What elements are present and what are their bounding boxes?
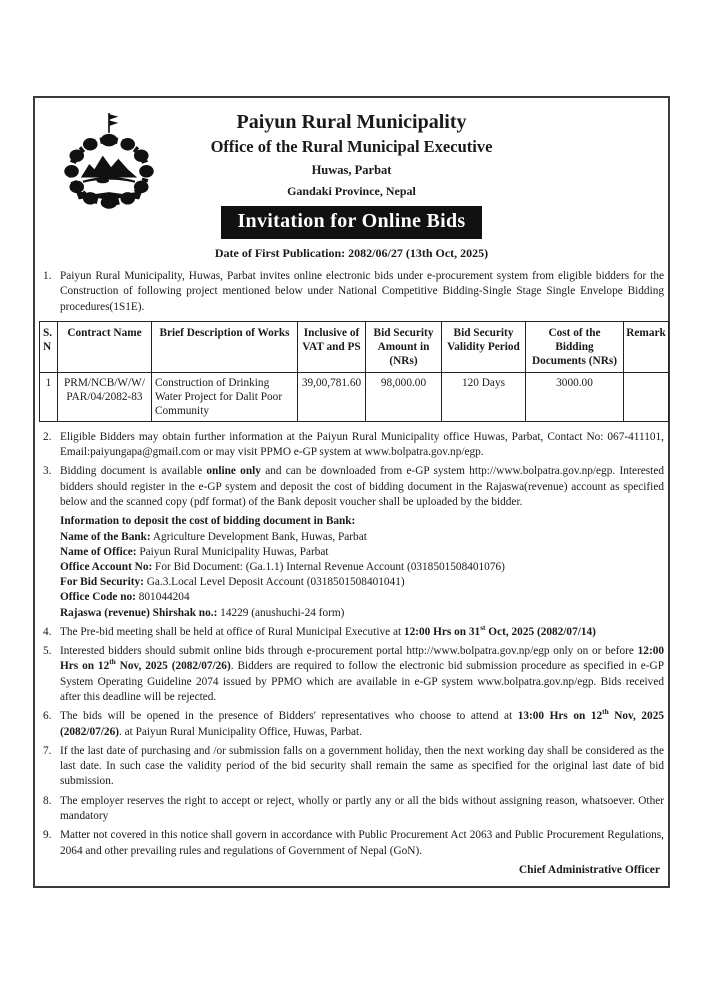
notice-item-2 [39,430,664,461]
office-name-line [60,545,664,559]
item-number: 5. [43,645,52,658]
office-name: Office of the Rural Municipal Executive [210,137,493,156]
office-code-line [60,590,664,604]
cell-bid-security-amount: 98,000.00 [366,372,442,421]
bank-info-heading: Information to deposit the cost of bidding document in Bank: [60,515,356,528]
bids-table [39,321,669,422]
notice-item-6 [39,709,664,740]
nepal-emblem-logo [57,112,161,216]
office-account-label: Office Account No: [60,560,153,573]
item-number: 8. [43,794,52,807]
bid-security-account-line [60,575,664,589]
signature-title: Chief Administrative Officer [518,863,660,876]
cell-contract-name: PRM/NCB/W/W/ PAR/04/2082-83 [58,372,152,421]
col-header-contract-name: Contract Name [58,321,152,372]
col-header-bid-security-amount: Bid Security Amount in (NRs) [366,321,442,372]
cell-sn: 1 [40,372,58,421]
publication-date: Date of First Publication: 2082/06/27 (13th Oct, 2025) [214,246,489,260]
office-address: Huwas, Parbat [311,163,392,177]
office-account-value: For Bid Document: (Ga.1.1) Internal Revenue Account (0318501508401076) [152,560,505,573]
bank-name-label: Name of the Bank: [60,530,151,543]
rajaswa-shirshak-label: Rajaswa (revenue) Shirshak no.: [60,606,218,619]
item-number: 7. [43,744,52,757]
item-text: The employer reserves the right to accept or reject, wholly or partly any or all the bids without assigning reason, whatsoever. Other mandatory [60,794,664,823]
office-code-value: 801044204 [135,591,190,604]
bank-name-line [60,530,664,544]
item-text: If the last date of purchasing and /or submission falls on a government holiday, then the next working day shall be considered as the last date. In such case the validity period of the bid security shall remain the same as specified for the original last date of bid submission. [60,744,664,788]
document-header [38,98,665,261]
item-number: 3. [43,465,52,478]
bid-table-row [40,372,669,421]
cell-validity-period: 120 Days [442,372,526,421]
notice-item-5 [39,644,664,705]
notice-item-3 [39,464,664,510]
cell-remark [624,372,669,421]
cell-bidding-doc-cost: 3000.00 [526,372,624,421]
table-header-row [40,321,669,372]
cell-inclusive-vat: 39,00,781.60 [298,372,366,421]
bid-security-account-label: For Bid Security: [60,576,144,589]
col-header-description: Brief Description of Works [152,321,298,372]
item-text: The Pre-bid meeting shall be held at office of Rural Municipal Executive at 12:00 Hrs on 31st Oct, 2025 (2082/07/14) [60,623,596,638]
bank-name-value: Agriculture Development Bank, Huwas, Parbat [150,530,367,543]
item-number: 2. [43,430,52,443]
notice-item-7 [39,744,664,790]
rajaswa-shirshak-line [60,606,664,620]
flag-icon [109,113,118,133]
office-name-value: Paiyun Rural Municipality Huwas, Parbat [136,545,329,558]
notice-item-9 [39,828,664,859]
municipality-name: Paiyun Rural Municipality [236,111,467,133]
item-text: The bids will be opened in the presence of Bidders' representatives who choose to attend at 13:00 Hrs on 12th Nov, 2025 (2082/07/26). at Paiyun Rural Municipality Office, Huwas, Parbat. [60,707,664,738]
notice-body [38,269,665,878]
col-header-sn: S. N [40,321,58,372]
province-line: Gandaki Province, Nepal [287,184,416,198]
col-header-inclusive-vat: Inclusive of VAT and PS [298,321,366,372]
bank-deposit-info [60,514,664,619]
office-account-line [60,560,664,574]
item-text: Interested bidders should submit online bids through e-procurement portal http://www.bolpatra.gov.np/egp only on or before 12:00 Hrs on 12th Nov, 2025 (2082/07/26). Bidders are required to follow the electronic bid submission procedure as specified in e-GP System Operating Guideline 2074 issued by PPMO which are available in e-GP system www.bolpatra.gov.np/egp. Bids received after this deadline will be rejected. [60,645,664,703]
office-name-label: Name of Office: [60,545,137,558]
cell-description: Construction of Drinking Water Project for Dalit Poor Community [152,372,298,421]
item-number: 1. [43,270,52,282]
bid-security-account-value: Ga.3.Local Level Deposit Account (0318501508401041) [143,576,405,589]
col-header-bidding-doc-cost: Cost of the Bidding Documents (NRs) [526,321,624,372]
col-header-bid-security-validity: Bid Security Validity Period [442,321,526,372]
rajaswa-shirshak-value: 14229 (anushuchi-24 form) [217,606,345,619]
item-text: Bidding document is available online only and can be downloaded from e-GP system http://www.bolpatra.gov.np/egp. Interested bidders should register in the e-GP system and deposit the cost of bidding document in the Rajaswa(revenue) account as specified below and the scanned copy (pdf format) of the Bank deposit voucher shall be uploaded by the bidder. [60,465,664,509]
bid-notice-document [33,96,670,888]
item-text: Paiyun Rural Municipality, Huwas, Parbat invites online electronic bids under e-procurement system from eligible bidders for the Construction of following project mentioned below under National Competitive Bidding-Single Stage Single Envelope Bidding procedures(1S1E). [60,270,664,313]
item-number: 4. [43,625,52,638]
notice-title-banner: Invitation for Online Bids [221,206,481,239]
notice-item-8 [39,794,664,825]
item-text: Eligible Bidders may obtain further information at the Paiyun Rural Municipality office Huwas, Parbat, Contact No: 067-411101, Email:paiyungapa@gmail.com or may visit PPMO e-GP system at www.bolpatra.gov.np/egp. [60,430,664,459]
item-text: Matter not covered in this notice shall govern in accordance with Public Procurement Act 2063 and Public Procurement Regulations, 2064 and other prevailing rules and regulations of Government of Nepal (GoN). [60,829,664,857]
col-header-remark: Remark [624,321,669,372]
item-number: 9. [43,829,52,842]
notice-item-4 [39,625,664,640]
notice-item-1 [39,269,664,315]
office-code-label: Office Code no: [60,591,136,604]
item-number: 6. [43,710,52,723]
